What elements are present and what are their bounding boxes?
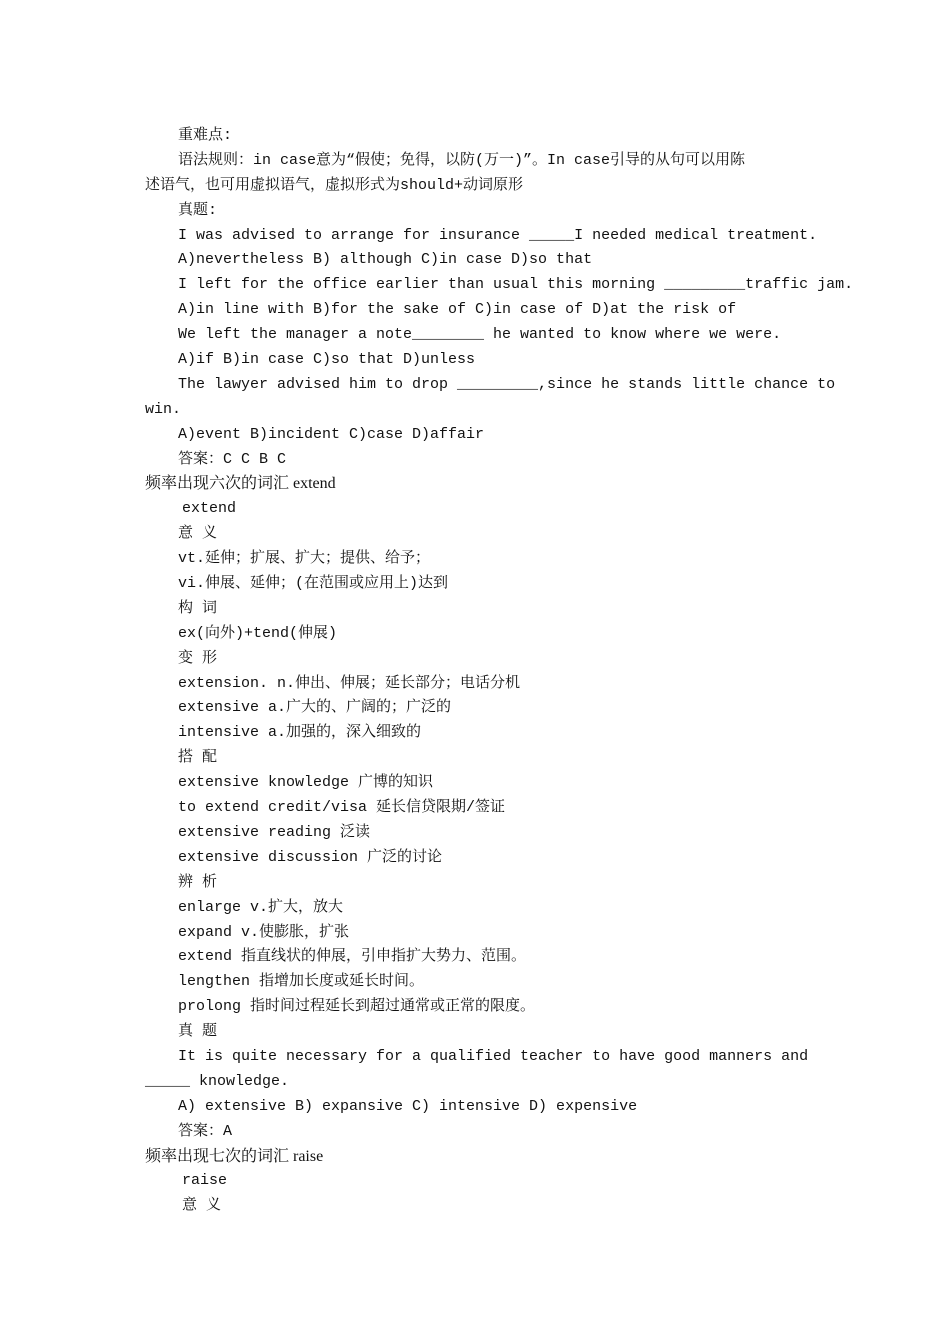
text-line: 真 题 bbox=[178, 1023, 218, 1041]
text-line: win. bbox=[145, 400, 182, 418]
text-line: The lawyer advised him to drop _________,since he stands little chance to bbox=[178, 375, 836, 393]
text-line: prolong 指时间过程延长到超过通常或正常的限度。 bbox=[178, 998, 536, 1016]
text-line: A)if B)in case C)so that D)unless bbox=[178, 351, 476, 369]
text-line: 答案：C C B C bbox=[178, 450, 287, 468]
text-line: vi.伸展、延伸；(在范围或应用上)达到 bbox=[178, 575, 449, 593]
text-line: raise bbox=[182, 1172, 228, 1190]
text-line: We left the manager a note________ he wanted to know where we were. bbox=[178, 326, 782, 344]
text-line: A)in line with B)for the sake of C)in case of D)at the risk of bbox=[178, 301, 737, 319]
text-line: extend 指直线状的伸展，引申指扩大势力、范围。 bbox=[178, 948, 527, 966]
text-line: 意 义 bbox=[178, 525, 218, 543]
text-line: It is quite necessary for a qualified teacher to have good manners and bbox=[178, 1047, 809, 1065]
text-line: 真题: bbox=[178, 201, 218, 219]
text-line: _____ knowledge. bbox=[145, 1072, 290, 1090]
section-heading: 频率出现六次的词汇 extend bbox=[145, 475, 336, 493]
text-line: extend bbox=[182, 500, 237, 518]
text-line: to extend credit/visa 延长信贷限期/签证 bbox=[178, 799, 506, 817]
text-line: 构 词 bbox=[178, 599, 218, 617]
text-line: 变 形 bbox=[178, 649, 218, 667]
text-line: extensive reading 泛读 bbox=[178, 823, 371, 841]
text-line: extensive knowledge 广博的知识 bbox=[178, 774, 434, 792]
text-line: expand v.使膨胀，扩张 bbox=[178, 923, 350, 941]
text-line: intensive a.加强的，深入细致的 bbox=[178, 724, 422, 742]
text-line: extension. n.伸出、伸展；延长部分；电话分机 bbox=[178, 674, 521, 692]
text-line: 搭 配 bbox=[178, 749, 218, 767]
text-line: I left for the office earlier than usual this morning _________traffic jam. bbox=[178, 276, 854, 294]
text-line: 语法规则：in case意为“假使；免得，以防(万一)”。In case引导的从句可以用陈 bbox=[178, 151, 746, 169]
text-line: 辨 析 bbox=[178, 873, 218, 891]
text-line: A) extensive B) expansive C) intensive D) expensive bbox=[178, 1097, 638, 1115]
text-line: 述语气，也可用虚拟语气，虚拟形式为should+动词原形 bbox=[145, 176, 524, 194]
text-line: 意 义 bbox=[182, 1197, 222, 1215]
text-line: A)event B)incident C)case D)affair bbox=[178, 425, 485, 443]
text-line: A)nevertheless B) although C)in case D)so that bbox=[178, 251, 593, 269]
document-body bbox=[145, 124, 854, 1219]
text-line: 答案：A bbox=[178, 1122, 233, 1140]
section-heading: 频率出现七次的词汇 raise bbox=[145, 1147, 324, 1165]
text-line: 重难点: bbox=[178, 127, 233, 144]
text-line: vt.延伸；扩展、扩大；提供、给予； bbox=[178, 550, 431, 568]
text-line: lengthen 指增加长度或延长时间。 bbox=[178, 973, 425, 991]
text-line: ex(向外)+tend(伸展) bbox=[178, 624, 338, 642]
text-line: extensive a.广大的、广阔的；广泛的 bbox=[178, 699, 452, 717]
text-line: enlarge v.扩大，放大 bbox=[178, 898, 344, 916]
text-line: extensive discussion 广泛的讨论 bbox=[178, 848, 443, 866]
text-line: I was advised to arrange for insurance _____I needed medical treatment. bbox=[178, 226, 818, 244]
